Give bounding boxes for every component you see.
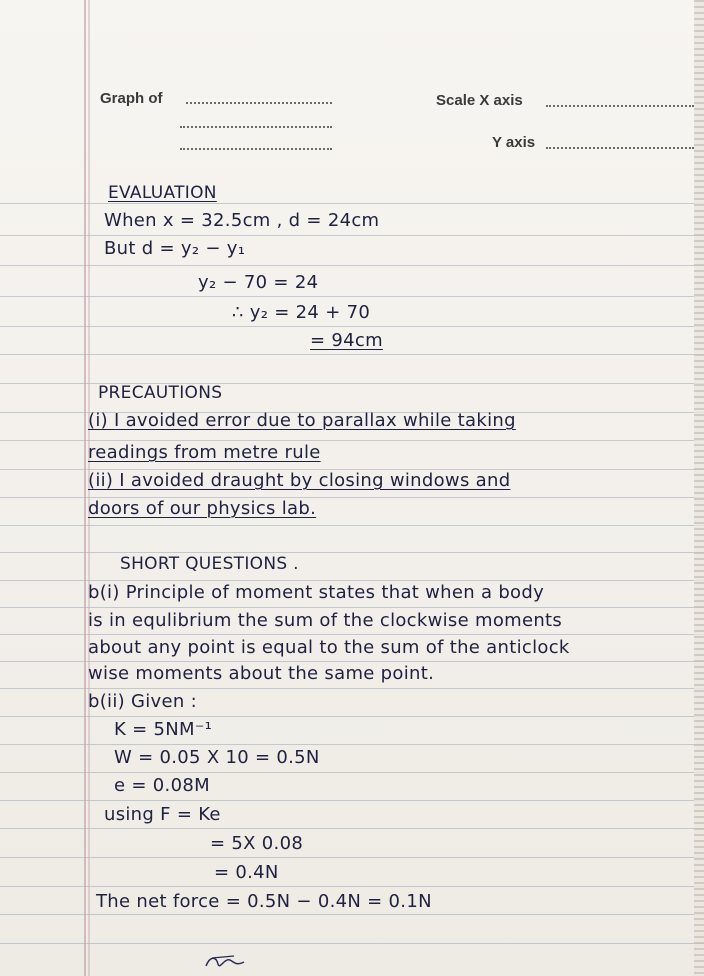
margin-line [84, 0, 86, 976]
ruled-line [0, 203, 704, 204]
working-line: = 0.4N [214, 862, 279, 883]
working-line: using F = Ke [104, 804, 221, 825]
ruled-line [0, 235, 704, 236]
short-questions-heading: SHORT QUESTIONS . [120, 554, 299, 574]
graph-of-label: Graph of [100, 90, 163, 107]
y-axis-label: Y axis [492, 134, 536, 151]
ruled-line [0, 296, 704, 297]
ruled-line [0, 744, 704, 745]
graph-of-blank [180, 146, 332, 150]
ruled-line [0, 800, 704, 801]
short-questions-line: is in equlibrium the sum of the clockwise moments [88, 610, 563, 631]
ruled-line [0, 580, 704, 581]
ruled-line [0, 634, 704, 635]
working-line: = 5X 0.08 [210, 833, 304, 854]
precautions-line: (ii) I avoided draught by closing windows and [88, 470, 511, 491]
ruled-line [0, 326, 704, 327]
ruled-line [0, 440, 704, 441]
short-questions-line: about any point is equal to the sum of the anticlock [88, 637, 570, 658]
short-questions-line: b(i) Principle of moment states that when a body [88, 582, 545, 603]
evaluation-line: But d = y₂ − y₁ [104, 238, 246, 259]
ruled-line [0, 525, 704, 526]
evaluation-result: = 94cm [310, 330, 383, 351]
given-heading: b(ii) Given : [88, 691, 197, 712]
ruled-line [0, 552, 704, 553]
scale-x-axis-label: Scale X axis [436, 92, 523, 109]
ruled-line [0, 716, 704, 717]
ruled-line [0, 943, 704, 944]
graph-of-blank [186, 100, 332, 104]
evaluation-line: When x = 32.5cm , d = 24cm [104, 210, 380, 231]
ruled-line [0, 828, 704, 829]
ruled-line [0, 886, 704, 887]
y-axis-blank [546, 145, 694, 149]
precautions-line: (i) I avoided error due to parallax while taking [88, 410, 516, 431]
ruled-line [0, 354, 704, 355]
short-questions-line: wise moments about the same point. [88, 663, 435, 684]
precautions-heading: PRECAUTIONS [98, 383, 223, 403]
working-line: K = 5NM⁻¹ [114, 719, 213, 740]
scale-x-axis-blank [546, 103, 694, 107]
ruled-line [0, 857, 704, 858]
evaluation-line: y₂ − 70 = 24 [198, 272, 319, 293]
evaluation-heading: EVALUATION [108, 183, 217, 203]
working-line: W = 0.05 X 10 = 0.5N [114, 747, 320, 768]
ruled-line [0, 914, 704, 915]
precautions-line: readings from metre rule [88, 442, 321, 463]
page-edge [694, 0, 704, 976]
ruled-line [0, 772, 704, 773]
precautions-line: doors of our physics lab. [88, 498, 317, 519]
ruled-line [0, 265, 704, 266]
ruled-line [0, 607, 704, 608]
ruled-line [0, 661, 704, 662]
ruled-line [0, 688, 704, 689]
working-line: The net force = 0.5N − 0.4N = 0.1N [96, 891, 432, 912]
graph-of-blank [180, 124, 332, 128]
signature-scribble [204, 952, 248, 972]
working-line: e = 0.08M [114, 775, 210, 796]
evaluation-line: ∴ y₂ = 24 + 70 [232, 302, 371, 323]
